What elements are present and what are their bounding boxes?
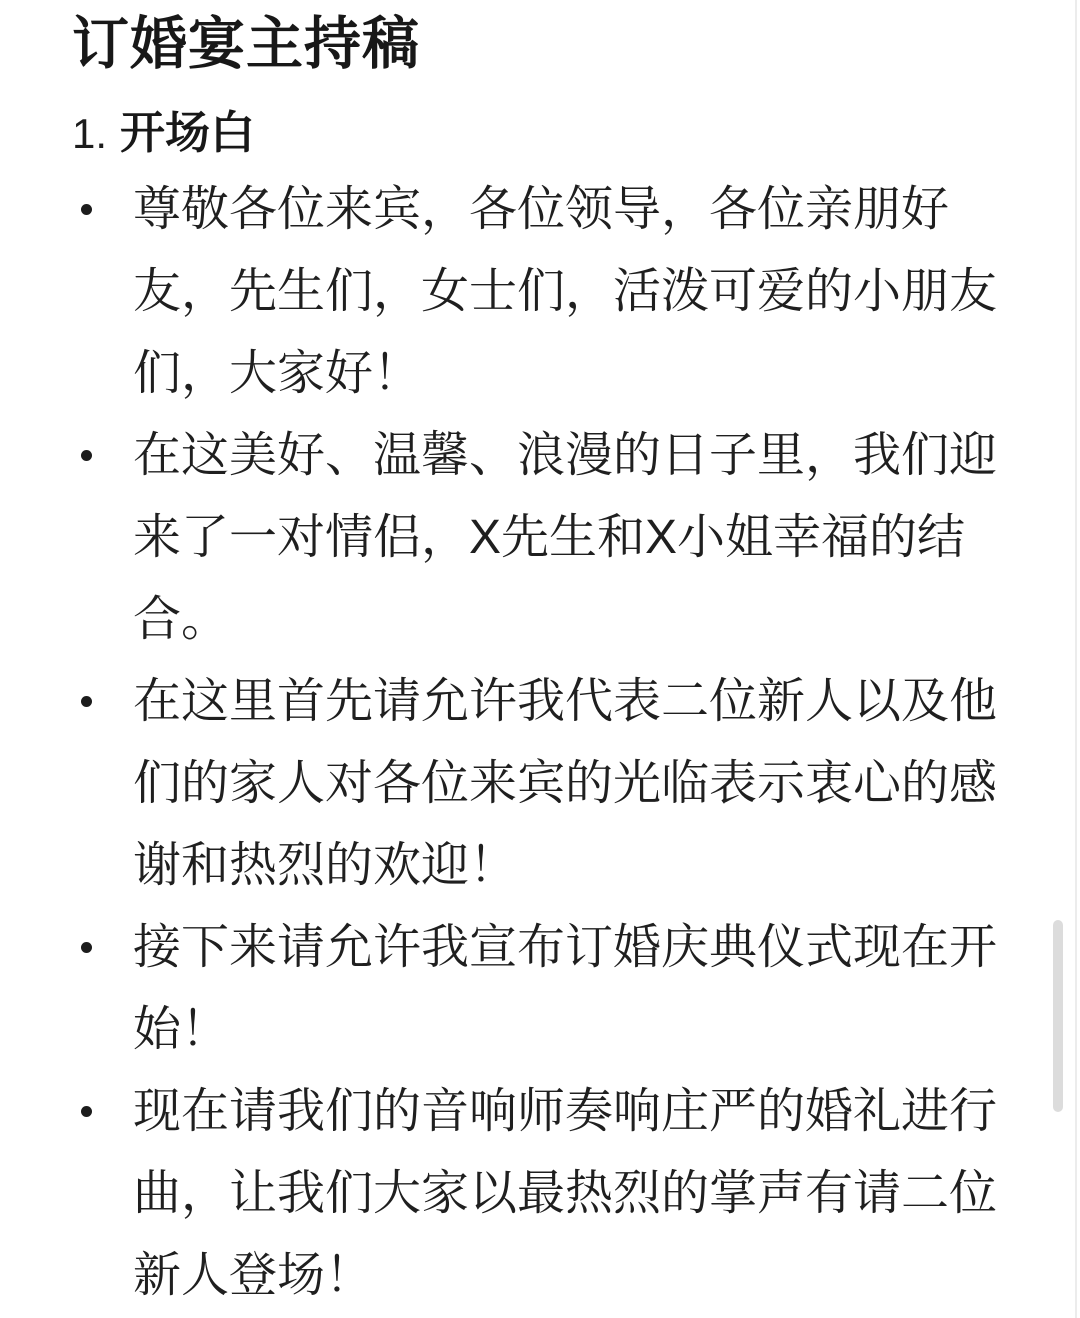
bullet-marker-icon xyxy=(81,942,92,953)
bullet-text: 尊敬各位来宾，各位领导，各位亲朋好友，先生们，女士们，活泼可爱的小朋友们，大家好！ xyxy=(133,183,998,400)
list-item xyxy=(72,661,1080,907)
page-title: 订婚宴主持稿 xyxy=(72,12,420,76)
bullet-text: 接下来请允许我宣布订婚庆典仪式现在开始！ xyxy=(133,921,998,1056)
list-item xyxy=(72,415,1080,661)
bullet-marker-icon xyxy=(81,450,92,461)
section-heading-label: 开场白 xyxy=(120,107,256,158)
bullet-marker-icon xyxy=(81,1106,92,1117)
list-item xyxy=(72,1071,1080,1317)
scrollbar-thumb[interactable] xyxy=(1053,920,1063,1112)
scrollbar-track[interactable] xyxy=(1053,0,1066,1318)
script-bullet-list xyxy=(72,169,1080,1317)
section-heading xyxy=(72,102,1080,165)
bullet-marker-icon xyxy=(81,696,92,707)
content-right-border xyxy=(1075,0,1077,1318)
bullet-text: 在这美好、温馨、浪漫的日子里，我们迎来了一对情侣，X先生和X小姐幸福的结合。 xyxy=(133,429,998,646)
bullet-text: 现在请我们的音响师奏响庄严的婚礼进行曲，让我们大家以最热烈的掌声有请二位新人登场！ xyxy=(133,1085,998,1302)
list-item xyxy=(72,169,1080,415)
bullet-text: 在这里首先请允许我代表二位新人以及他们的家人对各位来宾的光临表示衷心的感谢和热烈的欢迎！ xyxy=(133,675,998,892)
section-number: 1. xyxy=(72,110,108,157)
bullet-marker-icon xyxy=(81,204,92,215)
list-item xyxy=(72,907,1080,1071)
